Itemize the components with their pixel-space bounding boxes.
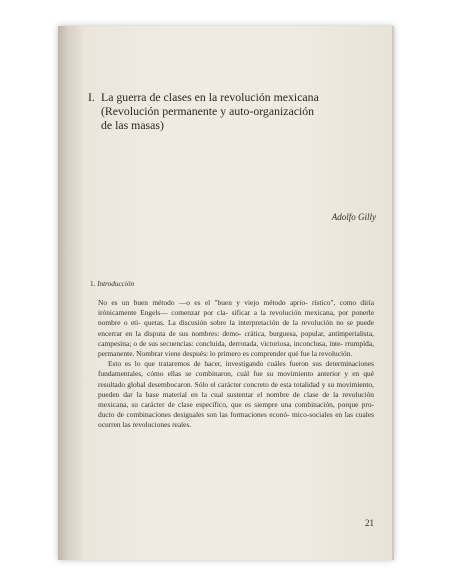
chapter-title-line-2: (Revolución permanente y auto-organización — [101, 104, 315, 118]
text-line: nombre de clase de la revolución mexicana, su carácter de — [98, 389, 374, 410]
text-line: rístico", como diría irónicamente Engels— comenzar por cla- — [98, 298, 374, 318]
paragraph-2 — [98, 359, 374, 430]
text-line: quetas. La discusión sobre la interpretación de la revolución — [143, 318, 333, 328]
text-line: cuál fue su movimiento anterior y en qué resultado global — [98, 369, 374, 389]
page-number: 21 — [365, 518, 374, 528]
text-line: comprender qué fue la revolución. — [250, 349, 353, 359]
author-name: Adolfo Gilly — [331, 212, 376, 222]
chapter-title-line-1: La guerra de clases en la revolución mexicana — [101, 90, 319, 104]
section-heading — [90, 280, 134, 288]
text-line: rrumpida, permanente. Nombrar viene después: lo primero es — [98, 338, 374, 359]
text-line: clase específico, que es siempre una combinación, porque pro- — [177, 400, 374, 410]
chapter-title — [88, 90, 358, 132]
book-page — [66, 26, 392, 560]
text-line: no se puede encerrar en la disputa de sus nombres: demo- — [98, 318, 374, 338]
body-text — [98, 298, 374, 431]
text-line: sificar a la revolución mexicana, por ponerle nombre o eti- — [98, 308, 374, 328]
text-line: movimiento, pueden dar la base material en la cual sustentar el — [98, 379, 374, 399]
chapter-number: I. — [88, 90, 95, 104]
section-number: 1. — [90, 280, 96, 288]
text-line: Esto es lo que trataremos de hacer, investigando cuáles fueron — [108, 359, 309, 369]
chapter-title-line-3: de las masas) — [101, 118, 164, 132]
text-line: mico-sociales en las cuales ocurren las revoluciones reales. — [98, 410, 374, 430]
text-line: No es un buen método —o es el "buen y viejo método aprio- — [98, 298, 308, 307]
text-line: ducto de combinaciones desiguales son las formaciones econó- — [98, 410, 290, 420]
text-line: secuencias: concluida, derrotada, victoriosa, inconclusa, inte- — [160, 338, 343, 348]
paragraph-1 — [98, 298, 374, 359]
text-line: sus determinaciones fundamentales, cómo ellas se combinaron, — [98, 359, 374, 379]
text-line: desembocaron. Sólo el carácter concreto de esta totalidad y su — [147, 379, 335, 389]
section-title: Introducción — [97, 280, 135, 288]
text-line: crática, burguesa, popular, antimperialista, campesina; o de sus — [98, 328, 374, 348]
